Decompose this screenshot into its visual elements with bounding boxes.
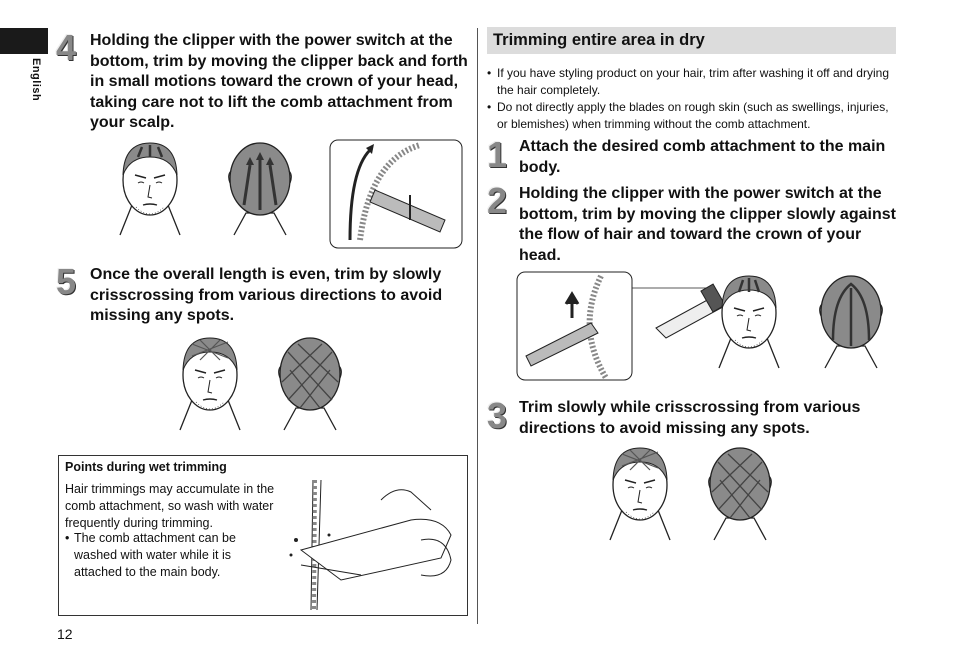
head-back-icon [279, 338, 342, 430]
language-label: English [30, 58, 42, 102]
step-5-illustration [170, 330, 370, 446]
page-number: 12 [57, 626, 73, 642]
head-front-icon [610, 448, 670, 540]
wet-trimming-title: Points during wet trimming [65, 460, 227, 474]
column-divider [477, 28, 478, 624]
note-item: • Do not directly apply the blades on rough skin (such as swellings, injuries, or blemishes) when trimming without the comb attachment. [487, 99, 897, 132]
step-4-number: 4 [56, 27, 77, 68]
head-front-icon [719, 276, 779, 368]
water-wash-icon [281, 480, 461, 612]
step-5-number: 5 [56, 261, 77, 302]
section-title: Trimming entire area in dry [487, 27, 896, 54]
step-5-text: Once the overall length is even, trim by slowly crisscrossing from various directions to avoid missing any spots. [90, 266, 443, 324]
step-1-text: Attach the desired comb attachment to the main body. [519, 138, 886, 176]
step-4-illustration [110, 135, 470, 255]
head-back-icon [709, 448, 772, 540]
head-back-icon [229, 143, 292, 235]
clipper-hand-icon [656, 284, 725, 338]
clipper-comb-icon [330, 140, 462, 248]
step-4-text: Holding the clipper with the power switch at the bottom, trim by moving the clipper back and forth in small motions toward the crown of your head, taking care not to lift the comb attachment from your scalp. [90, 32, 468, 131]
wet-trimming-box [58, 455, 468, 616]
head-back-icon [820, 276, 883, 368]
step-3-text: Trim slowly while crisscrossing from various directions to avoid missing any spots. [519, 399, 861, 437]
step-3-illustration [600, 440, 800, 556]
head-front-icon [180, 338, 240, 430]
language-tab [0, 28, 48, 54]
wet-trimming-bullet: • The comb attachment can be washed with water while it is attached to the main body. [65, 530, 280, 581]
step-2-text: Holding the clipper with the power switch at the bottom, trim by moving the clipper slowly against the flow of hair and toward the crown of your head. [519, 185, 896, 264]
step-1-number: 1 [487, 134, 508, 175]
step-2-illustration [516, 268, 896, 386]
note-item: • If you have styling product on your hair, trim after washing it off and drying the hair completely. [487, 65, 897, 98]
step-2-number: 2 [487, 180, 508, 221]
step-3-number: 3 [487, 395, 508, 436]
head-front-icon [120, 143, 180, 235]
notes-list [487, 65, 897, 133]
wet-trimming-body: Hair trimmings may accumulate in the comb attachment, so wash with water frequently during trimming. [65, 482, 275, 530]
